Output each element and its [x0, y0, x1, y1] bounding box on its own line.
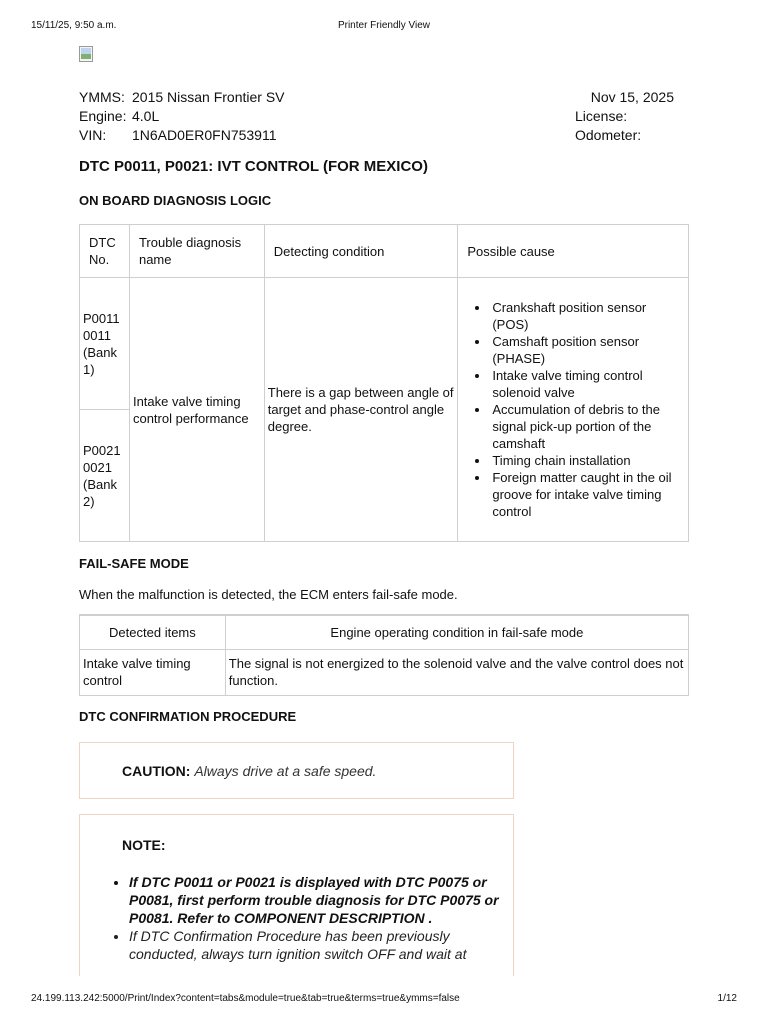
license-label: License:: [575, 108, 628, 124]
section-heading-failsafe: FAIL-SAFE MODE: [79, 556, 189, 571]
list-item: • Camshaft position sensor (PHASE): [490, 333, 682, 367]
page-number: 1/12: [717, 993, 737, 1004]
vehicle-info: [79, 88, 689, 148]
col-header-condition: Detecting condition: [264, 225, 458, 278]
failsafe-table: [79, 614, 689, 696]
ymms-value: 2015 Nissan Frontier SV: [132, 89, 285, 105]
section-heading-confirmation: DTC CONFIRMATION PROCEDURE: [79, 709, 297, 724]
engine-value: 4.0L: [132, 108, 160, 124]
diagnosis-logic-table: [79, 224, 689, 542]
detecting-condition: There is a gap between angle of target and phase-control angle degree.: [264, 278, 458, 542]
print-title: Printer Friendly View: [337, 20, 431, 31]
col-header-dtc: DTC No.: [80, 225, 130, 278]
ymms-label: YMMS:: [79, 89, 125, 105]
vin-row: [79, 126, 689, 145]
section-heading-obd: ON BOARD DIAGNOSIS LOGIC: [79, 193, 272, 208]
table-header-row: [80, 225, 689, 278]
possible-causes: [458, 278, 689, 542]
footer-url: 24.199.113.242:5000/Print/Index?content=tabs&module=true&tab=true&terms=true&ymms=false: [31, 993, 460, 1004]
table-row: [80, 278, 689, 410]
report-date: Nov 15, 2025: [590, 89, 674, 105]
document-title: DTC P0011, P0021: IVT CONTROL (FOR MEXICO): [79, 158, 428, 175]
engine-row: [79, 107, 689, 126]
dtc-bank1: P0011 0011 (Bank 1): [80, 278, 130, 410]
list-item: • Crankshaft position sensor (POS): [490, 299, 682, 333]
broken-image-icon: [79, 46, 95, 64]
caution-line: [122, 763, 376, 779]
list-item: • Intake valve timing control solenoid valve: [490, 367, 682, 401]
list-item: • If DTC Confirmation Procedure has been previously conducted, always turn ignition switch OFF and wait at: [129, 927, 499, 963]
engine-label: Engine:: [79, 108, 127, 124]
ymms-row: [79, 88, 689, 107]
note-label: NOTE:: [122, 837, 166, 853]
odometer-label: Odometer:: [575, 127, 642, 143]
print-header: [0, 20, 768, 34]
list-item: • Accumulation of debris to the signal pick-up portion of the camshaft: [490, 401, 682, 452]
caution-label: CAUTION:: [122, 763, 191, 779]
list-item: • If DTC P0011 or P0021 is displayed with DTC P0075 or P0081, first perform trouble diagnosis for DTC P0075 or P0081. Refer to COMPONENT DESCRIPTION .: [129, 873, 499, 927]
print-footer: [0, 993, 768, 1007]
note-box: [79, 814, 514, 976]
failsafe-condition: The signal is not energized to the solenoid valve and the valve control does not function.: [225, 649, 688, 695]
col-header-cause: Possible cause: [458, 225, 689, 278]
failsafe-item: Intake valve timing control: [80, 649, 226, 695]
col-header-name: Trouble diagnosis name: [129, 225, 264, 278]
col-header-detected-items: Detected items: [80, 615, 226, 649]
trouble-name: Intake valve timing control performance: [129, 278, 264, 542]
cause-list: [490, 299, 682, 520]
col-header-engine-condition: Engine operating condition in fail-safe mode: [225, 615, 688, 649]
note-list: [129, 873, 499, 963]
list-item: • Foreign matter caught in the oil groove for intake valve timing control: [490, 469, 682, 520]
print-timestamp: 15/11/25, 9:50 a.m.: [31, 20, 117, 31]
table-row: [80, 649, 689, 695]
vin-value: 1N6AD0ER0FN753911: [132, 127, 277, 143]
dtc-bank2: P0021 0021 (Bank 2): [80, 410, 130, 542]
failsafe-intro: When the malfunction is detected, the ECM enters fail-safe mode.: [79, 587, 458, 602]
caution-box: [79, 742, 514, 799]
table-header-row: [80, 615, 689, 649]
vin-label: VIN:: [79, 127, 107, 143]
list-item: • Timing chain installation: [490, 452, 682, 469]
caution-text: Always drive at a safe speed.: [194, 763, 377, 779]
